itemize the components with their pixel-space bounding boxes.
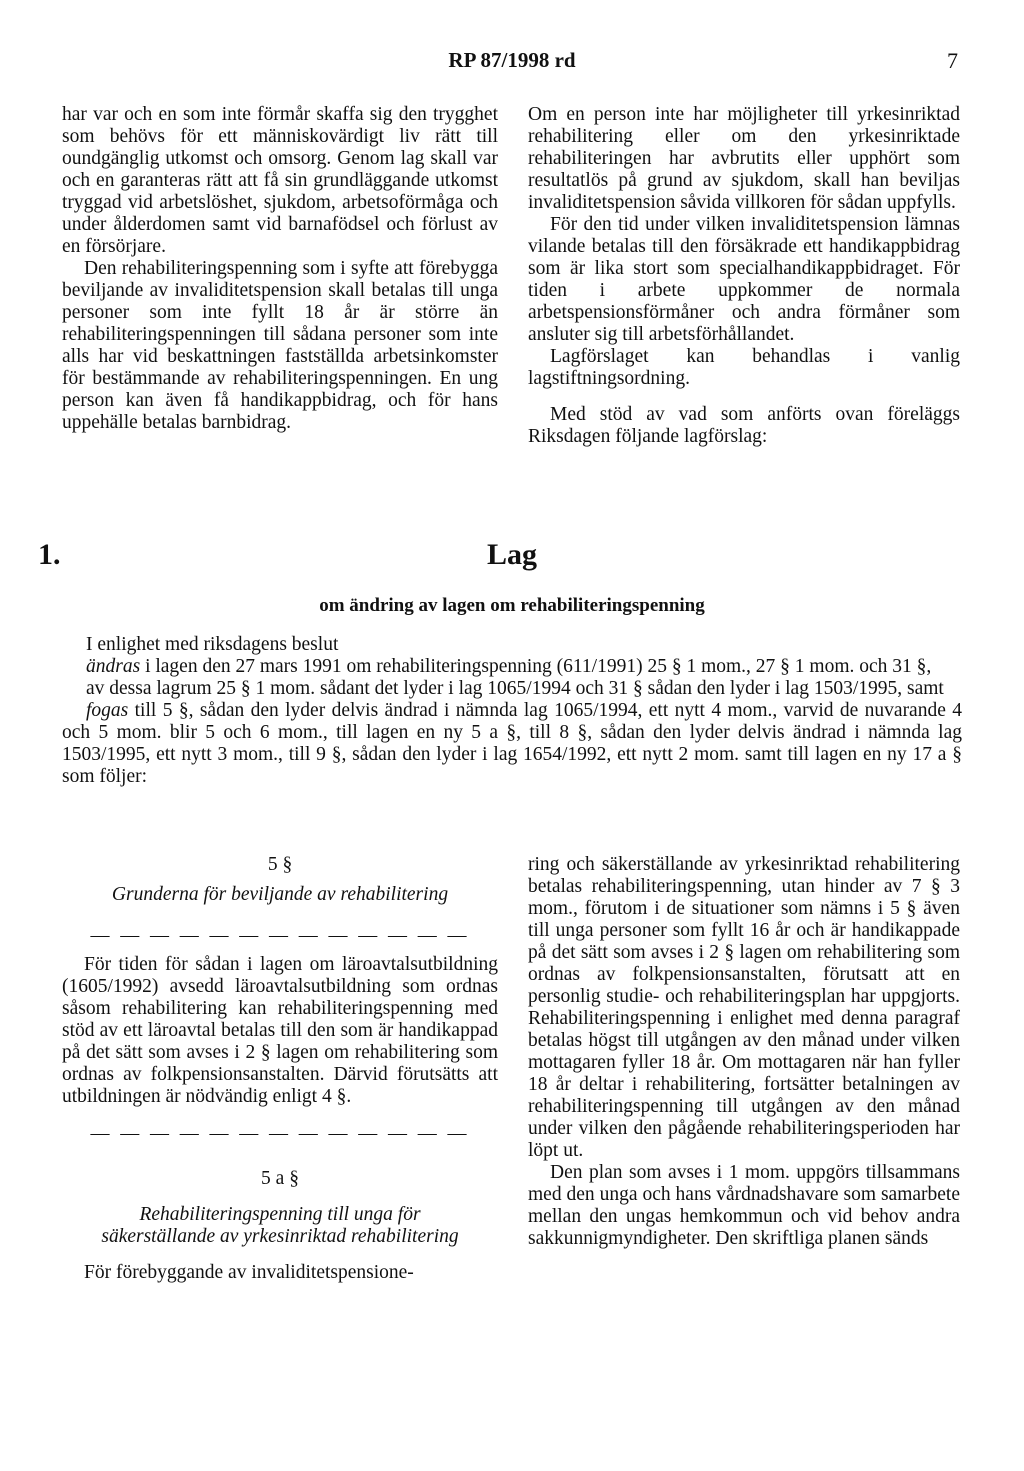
law-number: 1. — [38, 538, 61, 571]
page-number: 7 — [947, 48, 958, 73]
bottom-left-column — [62, 854, 498, 1284]
section-title: Rehabiliteringspenning till unga för — [139, 1204, 421, 1225]
preamble-paragraph — [62, 700, 962, 788]
paragraph: har var och en som inte förmår skaffa sig den trygghet som behövs för ett människovärdigt liv rätt till oundgänglig utkomst och omsorg. Genom lag skall var och en garanteras rätt att få sin grundläggande utkomst tryggad vid arbetslöshet, sjukdom, arbetsoförmåga och under ålderdomen samt vid barnafödsel och förlust av en försörjare. — [62, 104, 498, 257]
preamble-text: i lagen den 27 mars 1991 om rehabiliteringspenning (611/1991) 25 § 1 mom., 27 § 1 mom. och 31 §, — [140, 656, 932, 677]
section-title: Grunderna för beviljande av rehabilitering — [111, 884, 449, 905]
emphasis: fogas — [86, 700, 129, 721]
law-heading — [0, 538, 1024, 588]
bottom-right-column — [528, 854, 960, 1250]
law-subtitle: om ändring av lagen om rehabiliteringspenning — [319, 595, 705, 616]
paragraph: För den tid under vilken invaliditetspension lämnas vilande betalas till den försäkrade ett handikappbidrag som är lika stort som specialhandikappbidraget. För tiden i arbete uppkommer de normala arbetspensionsförmåner och andra förmåner som ansluter sig till arbetsförhållandet. — [528, 214, 960, 345]
law-title: Lag — [486, 538, 537, 571]
section-title: säkerställande av yrkesinriktad rehabilitering — [101, 1226, 459, 1247]
section-number: 5 a § — [261, 1168, 299, 1189]
paragraph: Om en person inte har möjligheter till yrkesinriktad rehabilitering eller om den yrkesinriktade rehabiliteringen har avbrutits eller upphört som resultatlös på grund av sjukdom, skall han beviljas invaliditetspension såvida villkoren för sådan uppfylls. — [528, 104, 960, 213]
top-right-column — [528, 104, 960, 448]
emphasis: ändras — [86, 656, 141, 677]
paragraph: ring och säkerställande av yrkesinriktad rehabilitering betalas rehabiliteringspenning, utan hinder av 7 § 3 mom., förutom i de situationer som nämns i 5 § även till unga personer som fyllt 16 år och är handikappade på det sätt som avses i 2 § lagen om rehabilitering som ordnas av folkpensionsanstalten, förutsatt att en personlig studie- och rehabiliteringsplan har uppgjorts. Rehabiliteringspenning i enlighet med denna paragraf betalas högst till utgången av den månad under vilken mottagaren fyller 18 år. Om mottagaren när han fyller 18 år deltar i rehabilitering, fortsätter betalningen av rehabiliteringspenning till utgången av den månad under vilken den pågående rehabiliteringsperioden har löpt ut. — [528, 854, 960, 1161]
omission-dashes: — — — — — — — — — — — — — — [90, 925, 470, 946]
paragraph: Den plan som avses i 1 mom. uppgörs tillsammans med den unga och hans vårdnadshavare som samarbete mellan den ungas hemkommun och vid behov andra sakkunnigmyndigheter. Den skriftliga planen sänds — [528, 1162, 960, 1249]
law-preamble — [62, 634, 962, 788]
paragraph: För tiden för sådan i lagen om läroavtalsutbildning (1605/1992) avsedd läroavtalsutbildning som ordnas såsom rehabilitering kan rehabiliteringspenning med stöd av ett läroavtal betalas till den som är handikappad på det sätt som avses i 2 § lagen om rehabilitering som ordnas av folkpensionsanstalten. Därvid förutsätts att utbildningen är nödvändig enligt 4 §. — [62, 954, 498, 1107]
paragraph: Lagförslaget kan behandlas i vanlig lagstiftningsordning. — [528, 346, 960, 389]
paragraph: Med stöd av vad som anförts ovan föreläggs Riksdagen följande lagförslag: — [528, 404, 960, 447]
preamble-text: till 5 §, sådan den lyder delvis ändrad i nämnda lag 1065/1994, ett nytt 4 mom., varvid de nuvarande 4 och 5 mom. blir 5 och 6 mom., till lagen en ny 5 a §, till 8 §, sådan den lyder delvis ändrad i nämnda lag 1503/1995, ett nytt 3 mom., till 9 §, sådan den lyder i lag 1654/1992, ett nytt 2 mom. samt till lagen en ny 17 a § som följer: — [62, 700, 962, 787]
preamble-paragraph — [62, 656, 962, 678]
section-number: 5 § — [267, 854, 293, 875]
document-reference: RP 87/1998 rd — [448, 48, 576, 72]
page-header — [0, 44, 1024, 78]
preamble-paragraph: av dessa lagrum 25 § 1 mom. sådant det lyder i lag 1065/1994 och 31 § sådan den lyder i lag 1503/1995, samt — [86, 678, 944, 699]
omission-dashes: — — — — — — — — — — — — — — [90, 1123, 470, 1144]
preamble-line: I enlighet med riksdagens beslut — [86, 634, 339, 655]
paragraph: För förebyggande av invaliditetspensione- — [84, 1262, 414, 1283]
paragraph: Den rehabiliteringspenning som i syfte att förebygga beviljande av invaliditetspension skall betalas till unga personer som inte fyllt 18 år är större än rehabiliteringspenningen till sådana personer som inte alls har vid beskattningen fastställda arbetsinkomster för bestämmande av rehabiliteringspenningen. En ung person kan även få handikappbidrag, och för hans uppehälle betalas barnbidrag. — [62, 258, 498, 433]
top-left-column — [62, 104, 498, 434]
